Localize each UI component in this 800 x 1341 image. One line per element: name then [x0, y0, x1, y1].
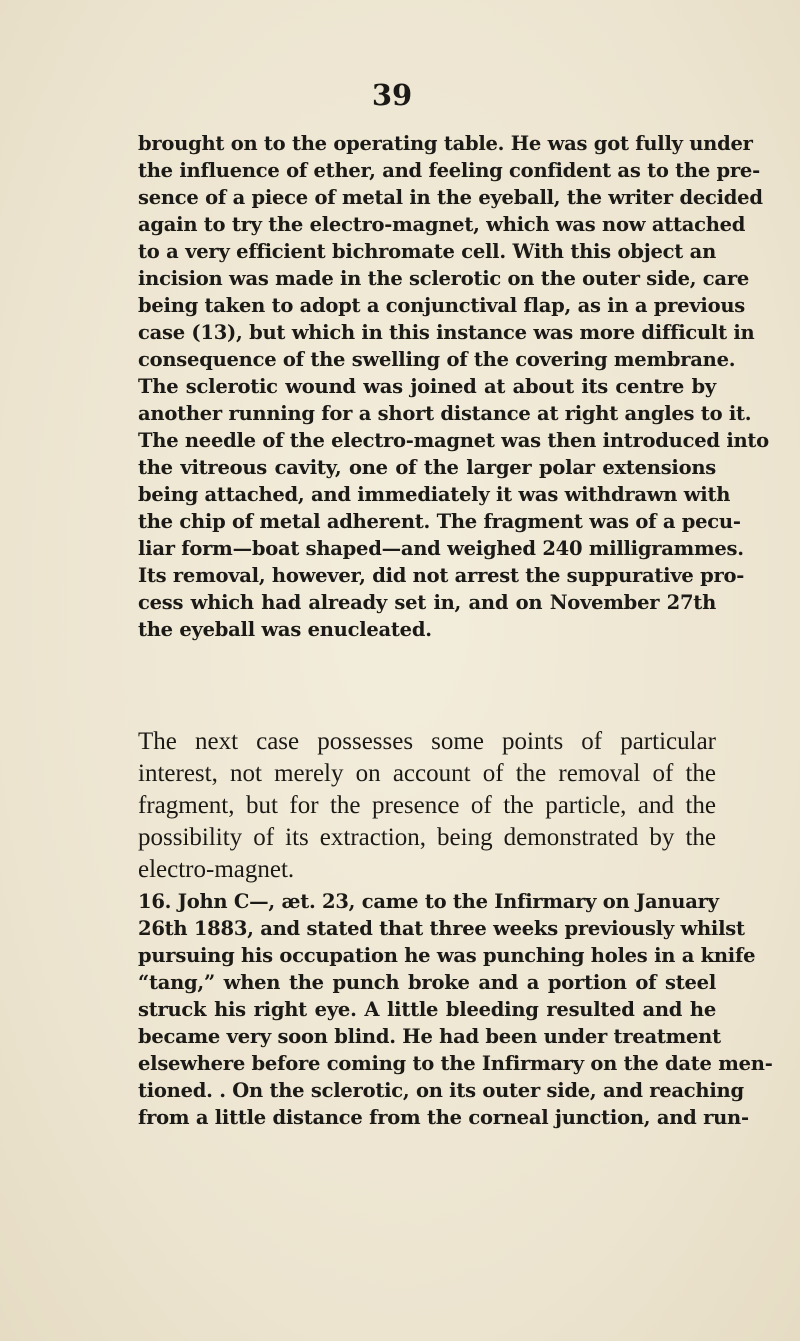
text-line: electro-magnet. [138, 856, 295, 883]
text-line: to a very efficient bichromate cell. With this object an [138, 240, 716, 263]
text-line: another running for a short distance at right angles to it. [138, 402, 752, 425]
text-line: liar form—boat shaped—and weighed 240 milligrammes. [138, 537, 744, 560]
text-line: The needle of the electro-magnet was then introduced into [138, 429, 769, 452]
text-line: 26th 1883, and stated that three weeks previously whilst [138, 917, 745, 940]
text-line: incision was made in the sclerotic on the outer side, care [138, 267, 749, 290]
text-line: the eyeball was enucleated. [138, 618, 432, 641]
text-line: brought on to the operating table. He was got fully under [138, 132, 753, 155]
text-line: the influence of ether, and feeling confident as to the pre- [138, 159, 760, 182]
text-line: being taken to adopt a conjunctival flap, as in a previous [138, 294, 745, 317]
text-line: from a little distance from the corneal junction, and run- [138, 1106, 749, 1129]
paragraph-case-15-continued [138, 130, 769, 643]
text-line: 16. John C—, æt. 23, came to the Infirmary on January [138, 890, 719, 913]
text-line: struck his right eye. A little bleeding resulted and he [138, 998, 716, 1021]
text-line: pursuing his occupation he was punching holes in a knife [138, 944, 756, 967]
text-line: Its removal, however, did not arrest the suppurative pro- [138, 564, 745, 587]
text-line: the vitreous cavity, one of the larger polar extensions [138, 456, 716, 479]
text-line: again to try the electro-magnet, which was now attached [138, 213, 746, 236]
text-line: became very soon blind. He had been under treatment [138, 1025, 721, 1048]
text-line: The sclerotic wound was joined at about its centre by [138, 375, 716, 398]
text-line: “tang,” when the punch broke and a portion of steel [138, 971, 716, 994]
text-line: The next case possesses some points of particular [138, 728, 716, 755]
text-line: interest, not merely on account of the removal of the [138, 760, 716, 787]
paragraph-introduction [138, 726, 716, 886]
text-line: consequence of the swelling of the covering membrane. [138, 348, 736, 371]
text-line: being attached, and immediately it was withdrawn with [138, 483, 731, 506]
text-line: cess which had already set in, and on November 27th [138, 591, 716, 614]
text-line: fragment, but for the presence of the particle, and the [138, 792, 716, 819]
text-line: tioned. . On the sclerotic, on its outer side, and reaching [138, 1079, 744, 1102]
text-line: the chip of metal adherent. The fragment was of a pecu- [138, 510, 741, 533]
text-line: possibility of its extraction, being demonstrated by the [138, 824, 716, 851]
page-number: 39 [371, 78, 413, 112]
text-line: sence of a piece of metal in the eyeball, the writer decided [138, 186, 763, 209]
paragraph-case-16 [138, 888, 773, 1131]
text-line: elsewhere before coming to the Infirmary on the date men- [138, 1052, 773, 1075]
text-line: case (13), but which in this instance was more difficult in [138, 321, 755, 344]
